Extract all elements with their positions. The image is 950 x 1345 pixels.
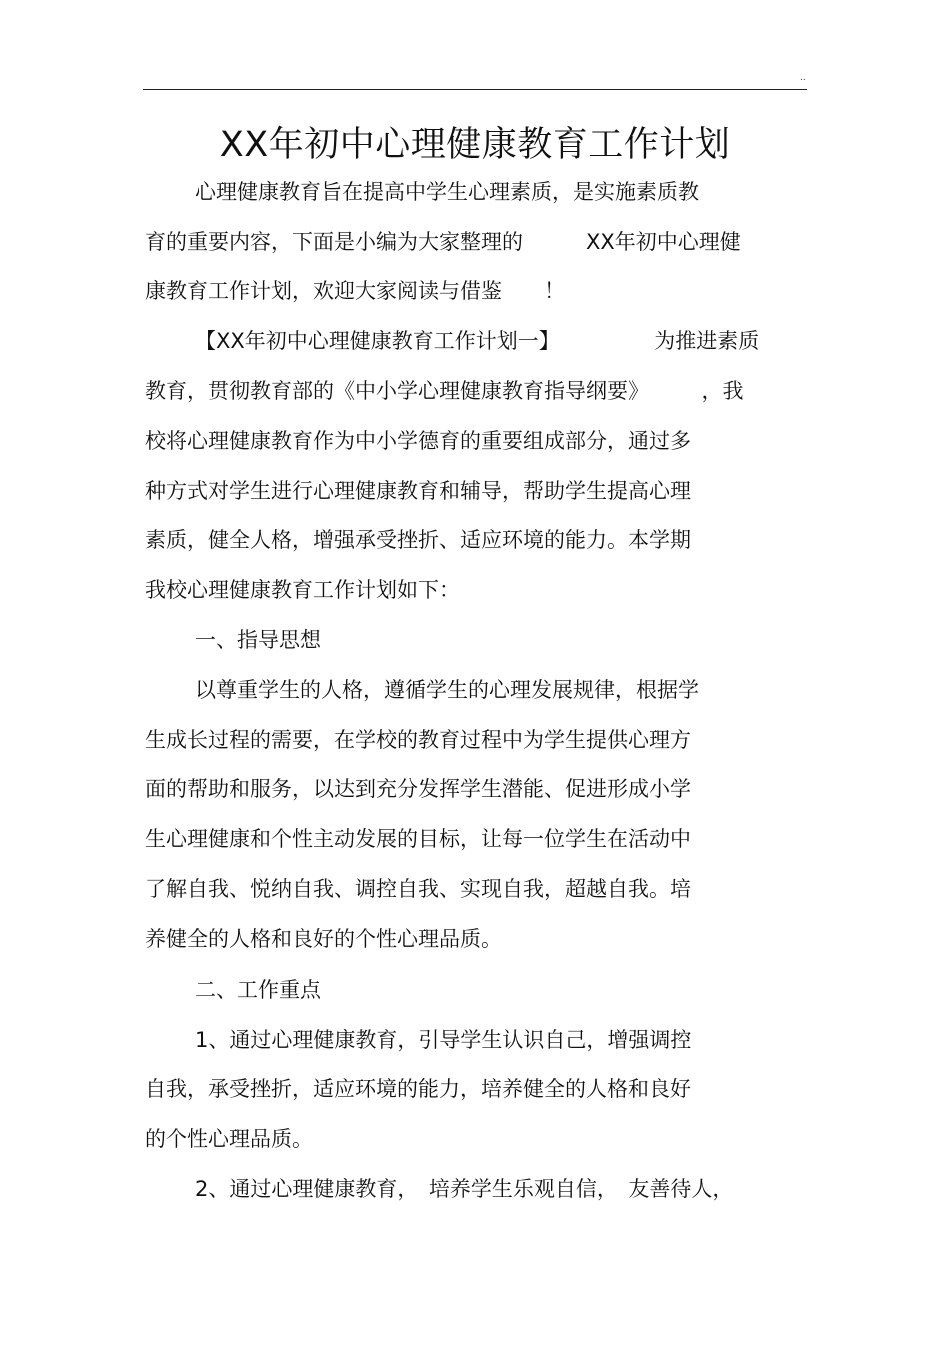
text-line: 心理健康教育旨在提高中学生心理素质，是实施素质教 bbox=[195, 180, 699, 204]
text-line: 生心理健康和个性主动发展的目标，让每一位学生在活动中 bbox=[145, 827, 691, 851]
text-line: 养健全的人格和良好的个性心理品质。 bbox=[145, 927, 502, 951]
text-line: 的个性心理品质。 bbox=[145, 1127, 313, 1151]
text-line: 我校心理健康教育工作计划如下： bbox=[145, 578, 460, 602]
text-line: 康教育工作计划，欢迎大家阅读与借鉴 ！ bbox=[145, 279, 565, 303]
text-line: 面的帮助和服务，以达到充分发挥学生潜能、促进形成小学 bbox=[145, 777, 691, 801]
text-line: 了解自我、悦纳自我、调控自我、实现自我，超越自我。培 bbox=[145, 877, 691, 901]
header-rule bbox=[143, 89, 807, 90]
section-heading: 一、指导思想 bbox=[195, 628, 321, 652]
text-line: 自我，承受挫折，适应环境的能力，培养健全的人格和良好 bbox=[145, 1077, 691, 1101]
header-mark: .. bbox=[800, 73, 806, 83]
text-line: 2、通过心理健康教育， 培养学生乐观自信， 友善待人， bbox=[195, 1177, 734, 1201]
text-line: 种方式对学生进行心理健康教育和辅导，帮助学生提高心理 bbox=[145, 479, 691, 503]
text-line: 教育，贯彻教育部的《中小学心理健康教育指导纲要》 ，我 bbox=[145, 379, 744, 403]
text-line: 1、通过心理健康教育，引导学生认识自己，增强调控 bbox=[195, 1028, 692, 1052]
text-line: 以尊重学生的人格，遵循学生的心理发展规律，根据学 bbox=[195, 678, 699, 702]
text-line: 育的重要内容，下面是小编为大家整理的 XX年初中心理健 bbox=[145, 230, 741, 254]
text-line: 素质，健全人格，增强承受挫折、适应环境的能力。本学期 bbox=[145, 528, 691, 552]
text-line: 校将心理健康教育作为中小学德育的重要组成部分，通过多 bbox=[145, 429, 691, 453]
text-line: 生成长过程的需要，在学校的教育过程中为学生提供心理方 bbox=[145, 728, 691, 752]
section-heading: 二、工作重点 bbox=[195, 978, 321, 1002]
text-line: 【XX年初中心理健康教育工作计划一】 为推进素质 bbox=[195, 329, 760, 353]
document-title: XX年初中心理健康教育工作计划 bbox=[219, 125, 731, 165]
